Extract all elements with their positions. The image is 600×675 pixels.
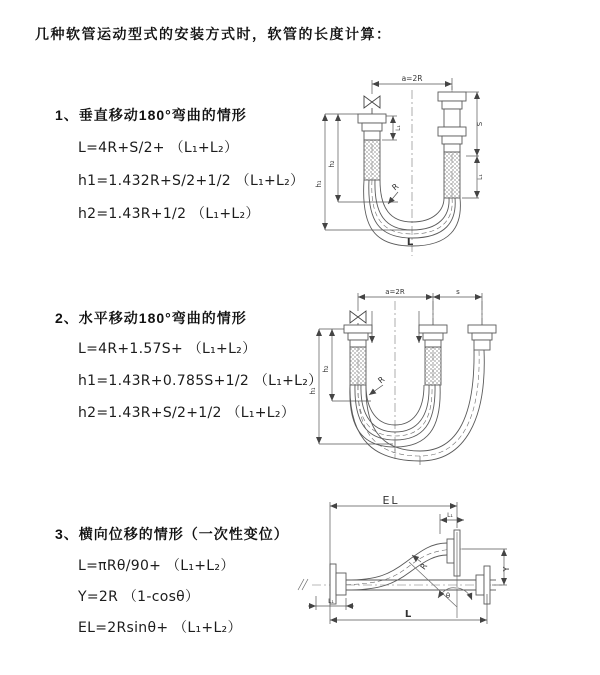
flange: [419, 325, 447, 333]
dim-label-s: S: [476, 121, 484, 127]
dim-label-theta: θ: [445, 592, 451, 600]
formula-line: L=πRθ/90+ （L₁+L₂）: [78, 558, 235, 574]
valve-icon: [350, 311, 358, 323]
formula-line: h1=1.43R+0.785S+1/2 （L₁+L₂）: [78, 373, 323, 389]
dim-label-h1: h₁: [315, 180, 323, 188]
dim-label-l1-top: L₁: [447, 512, 453, 519]
dim-label-h2: h₂: [322, 365, 330, 373]
dim-label-h1: h₁: [309, 387, 317, 395]
dim-label-h2: h₂: [328, 160, 336, 168]
dim-label-width: a=2R: [401, 74, 423, 83]
dim-label-el: EL: [382, 494, 400, 507]
pipe-hub: [447, 539, 454, 563]
pipe-hub: [476, 575, 484, 595]
formula-line: EL=2Rsinθ+ （L₁+L₂）: [78, 620, 242, 636]
dim-label-r: R: [418, 561, 430, 572]
section-2-heading: 2、水平移动180°弯曲的情形: [55, 310, 247, 326]
dim-label-r: R: [390, 181, 401, 193]
dim-label-width: a=2R: [385, 288, 405, 296]
centerline-break-mark: [298, 579, 308, 590]
valve-icon: [372, 96, 380, 108]
braided-hose-end: [444, 152, 460, 198]
formula-line: h2=1.43R+1/2 （L₁+L₂）: [78, 206, 260, 222]
flange: [358, 114, 386, 123]
vertical-bend-diagram: [303, 64, 600, 264]
section-1-heading: 1、垂直移动180°弯曲的情形: [55, 107, 247, 123]
valve-icon: [358, 311, 366, 323]
flange: [468, 325, 496, 333]
flange: [344, 325, 372, 333]
dim-label-s: s: [456, 288, 460, 296]
dim-label-l1-left: L₁: [395, 125, 402, 131]
dim-label-r: R: [376, 374, 387, 386]
formula-line: L=4R+S/2+ （L₁+L₂）: [78, 140, 239, 156]
pipe-hub: [336, 573, 346, 595]
braided-hose-end: [350, 347, 366, 385]
formula-line: h2=1.43R+S/2+1/2 （L₁+L₂）: [78, 405, 296, 421]
horizontal-bend-diagram: [303, 281, 600, 467]
formula-line: h1=1.432R+S/2+1/2 （L₁+L₂）: [78, 173, 305, 189]
dim-label-y: Y: [502, 566, 511, 572]
flange: [438, 92, 466, 101]
braided-hose-end: [425, 347, 441, 385]
valve-icon: [364, 96, 372, 108]
lateral-displacement-diagram: [288, 494, 600, 662]
formula-line: L=4R+1.57S+ （L₁+L₂）: [78, 341, 257, 357]
page-title: 几种软管运动型式的安装方式时，软管的长度计算：: [35, 26, 392, 42]
dim-label-l1-right: L₁: [477, 174, 484, 180]
section-3-heading: 3、横向位移的情形（一次性变位）: [55, 526, 289, 542]
formula-line: Y=2R （1-cosθ）: [78, 589, 200, 605]
dim-label-length: L: [404, 609, 412, 620]
dim-label-length: L: [406, 237, 414, 248]
braided-hose-end: [364, 140, 380, 180]
dim-label-l1-left: L₁: [328, 598, 334, 605]
